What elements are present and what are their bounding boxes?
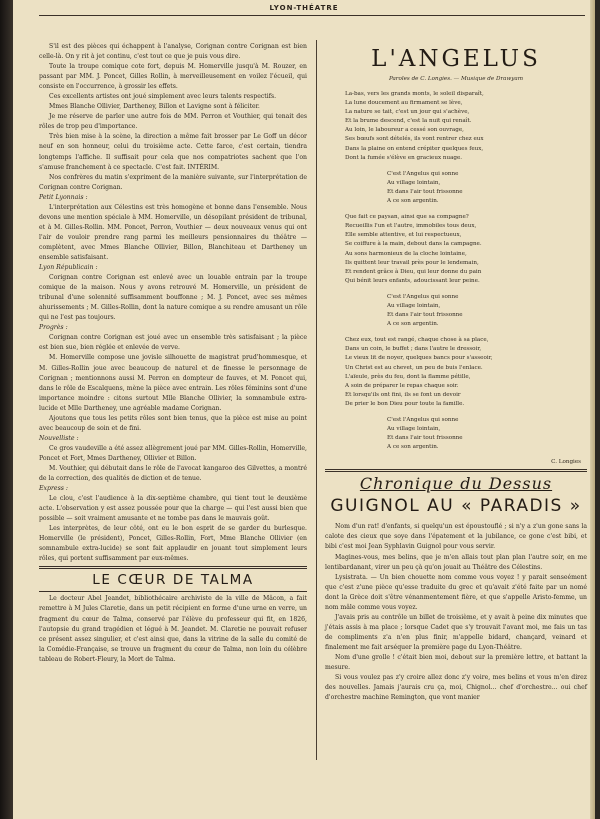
paragraph: Très bien mise à la scène, la direction a même fait brosser par Le Goff un décor neuf en son honneur, celui du troisième acte. Cette farce, c'est certain, tiendra longtemps l'affiche. Il suffisait pour cela que nos compatriotes sachent que l'on s'amuse franchement à ce spectacle. C'est fait. INTÉRIM.	[39, 133, 307, 171]
verse-stanza	[345, 90, 587, 163]
paragraph: Toute la troupe comique cote fort, depuis M. Homerville jusqu'à M. Rouzer, en passant par MM. J. Poncet, Gilles Rollin, à merveilleusement en voilez l'écueil, qui consiste en l'occurrence, à grossir les effets.	[39, 63, 307, 91]
poem-line: Et la brume descend, c'est la nuit qui renaît.	[345, 118, 472, 125]
header-rule	[39, 15, 585, 16]
poem-line: Et dans l'air tout frissonne	[387, 312, 463, 319]
poem-line: A ce son argentin.	[387, 321, 439, 328]
poem-line: Qui bénit leurs enfants, adoucissant leur peine.	[345, 277, 480, 284]
paragraph: Magines-vous, mes belins, que je m'en allais tout plan plan l'autre soir, en me lentibardanant, virer un peu çà qu'on jouait au Théâtre des Célestins.	[325, 553, 587, 571]
page-edge	[590, 0, 595, 819]
column-divider	[316, 40, 317, 760]
poem-line: Chez eux, tout est rangé, chaque chose à sa place,	[345, 337, 489, 344]
poem-line: Au sons harmonieux de la cloche lointaine,	[345, 250, 467, 257]
paragraph: Ces excellents artistes ont joué simplement avec leurs talents respectifs.	[49, 93, 277, 101]
poem-line: Au village lointain,	[387, 302, 441, 309]
poem-line: Au village lointain,	[387, 426, 441, 433]
poem-line: A ce son argentin.	[387, 198, 439, 205]
refrain-stanza	[387, 293, 587, 329]
poem-line: De prier le bon Dieu pour toute la famille.	[345, 400, 465, 407]
binding-spine	[0, 0, 13, 819]
paragraph: Nos confrères du matin s'expriment de la manière suivante, sur l'interprétation de Corignan contre Corignan.	[39, 173, 307, 191]
verse-stanza	[345, 213, 587, 286]
running-head: LYON-THÉATRE	[269, 4, 339, 12]
talma-paragraph: Le docteur Abel Jeandet, bibliothécaire archiviste de la ville de Mâcon, a fait remettre à M Jules Claretie, dans un petit récipient en forme d'une urne en verre, un fragment du cœur de Talma, conservé par l'élève du professeur qui fit, en 1826, l'autopsie du grand tragédien et légué à M. Jeandet. M. Claretie ne pouvait refuser ce présent assez singulier, et c'est ainsi que, dans la vitrine de la salle du comité de la Comédie-Française, se trouve un fragment du cœur de Talma, non loin du célèbre tableau de Robert-Fleury, la Mort de Talma.	[39, 595, 307, 663]
paragraph: J'avais pris au contrôle un billet de troisième, et y avait à peine dix minutes que j'étais assis à ma place ; lorsque Cadet que s'y trouvait l'avant moi, me fais un tas de compliments z'a n'en plus finir, m'appelle bidard, chançard, veinard et finalement me fait arséquer la première page du Lyon-Théâtre.	[325, 613, 587, 651]
poem-line: Un Christ est au chevet, un peu de buis l'enlace.	[345, 364, 483, 371]
poem-line: Ils quittent leur travail près pour le lendemain,	[345, 259, 479, 266]
paragraph: Lysistrata. — Un bien chouette nom comme vous voyez ! y parait senseément que c'est z'une pièce qu'esse traduite du grec et qu'avait z'été faite par un nomé dont la Grèce doit s'être vénanmentement fière, et que s'appelle Aristo-femme, un nom mâle comme vous voyez.	[325, 573, 587, 611]
paragraph: S'il est des pièces qui échappent à l'analyse, Corignan contre Corignan est bien celle-là. On y rit à jet continu, c'est tout ce que je puis vous dire.	[39, 43, 307, 61]
paragraph: M. Homerville compose une jovisle silhouette de magistrat prud'hommesque, et M. Gilles-Rollin joue avec beaucoup de naturel et de finesse le personnage de Corignan ; mentionnons aussi M. Perron en dompteur de fauves, et M. Poncet qui, dans le rôle de Escalquens, mène la pièce avec entrain. Les rôles féminins sont d'une importance moindre : citons surtout Mlle Blanche Ollivier, la somnambule extra-lucide et Mlle Dartheney, une agréable madame Corignan.	[39, 354, 307, 412]
angelus-poem	[325, 90, 587, 452]
poem-line: La-bas, vers les grands monts, le soleil disparaît,	[345, 91, 484, 97]
poem-line: Dont la fumée s'élève en gracieux nuage.	[345, 154, 463, 161]
poem-line: Recueillis l'un et l'autre, immobiles tous deux,	[345, 223, 477, 230]
paragraph: Mmes Blanche Ollivier, Dartheney, Billon et Lavigne sont à féliciter.	[49, 103, 260, 111]
poem-line: Dans la plaine on entend crépiter quelques feux,	[345, 145, 484, 152]
paragraph: M. Vouthier, qui débutait dans le rôle de l'avocat kangaroo des Gilvettes, a montré de la correction, des qualités de diction et de tenue.	[39, 464, 307, 483]
poem-line: Elle semble attentive, et lui respectueux,	[345, 232, 462, 239]
newspaper-page	[13, 0, 595, 819]
left-column	[39, 42, 307, 665]
poem-line: A ce son argentin.	[387, 444, 439, 451]
poem-line: Dans un coin, le buffet ; dans l'autre le dressoir,	[345, 346, 482, 353]
source-heading: Progrès :	[39, 324, 68, 332]
chronique-title: Chronique du Dessus	[359, 474, 553, 494]
source-heading: Express :	[39, 485, 68, 493]
paragraph: Corignan contre Corignan est enlevé avec un louable entrain par la troupe comique de la maison. Nous y avons retrouvé M. Homerville, un président de tribunal d'une solennité suffisamment bouffonne ; M. J. Poncet, avec ses mêmes ahurissements ; M. Gilles-Rollin, dont la nature comique a su rendre amusant un rôle qui ne l'est pas toujours.	[39, 274, 307, 322]
verse-stanza	[345, 336, 587, 409]
poem-line: Que fait ce paysan, ainsi que sa compagne?	[345, 214, 469, 221]
paragraph: Nom d'un rat! d'enfants, si quelqu'un est époustouflé ; si n'y a z'un gone sans la calote des cieux que soye dans l'épatement et la jubilance, ce gone c'est bibi, et bibi c'est moi Jean Syphlavin Guignol pour vous servir.	[325, 523, 587, 551]
source-heading: Petit Lyonnais :	[39, 193, 88, 201]
poem-line: L'aïeule, près du feu, dont la flamme pétille,	[345, 373, 471, 380]
poem-line: C'est l'Angelus qui sonne	[387, 417, 459, 423]
poem-line: Ses bœufs sont dételés, ils vont rentrer chez eux	[345, 136, 484, 143]
talma-title: LE CŒUR DE TALMA	[92, 572, 254, 589]
poem-signature: C. Longies	[551, 459, 581, 466]
poem-line: Au loin, le laboureur a cessé son ouvrage,	[345, 127, 464, 134]
poem-line: La nature se tait, c'est un jour qui s'achève,	[345, 109, 470, 116]
paragraph: Ce gros vaudeville a été assez allègrement joué par MM. Gilles-Rollin, Homerville, Poncet et Fort, Mmes Dartheney, Ollivier et Billon.	[39, 444, 307, 462]
guignol-article	[325, 522, 587, 703]
right-column	[325, 42, 587, 703]
title-rule	[39, 591, 307, 592]
section-divider	[325, 469, 587, 472]
angelus-title: L'ANGELUS	[371, 46, 541, 72]
paragraph: Si vous voulez pas z'y croire allez donc z'y voire, mes belins et vous m'en direz des nouvelles. Jamais j'aurais cru ça, moi, Chignol... chef d'orchestre... oui chef d'orchestre machine Remington, que vont manier	[325, 674, 587, 702]
guignol-title: GUIGNOL AU « PARADIS »	[330, 496, 582, 517]
poem-line: Et rendent grâce à Dieu, qui leur donne du pain	[345, 268, 482, 275]
paragraph: Ajoutons que tous les petits rôles sont bien tenus, que la pièce est mise au point avec beaucoup de soin et de fini.	[39, 414, 307, 432]
paragraph: Le clou, c'est l'audience à la dix-septième chambre, qui tient tout le deuxième acte. L'observation y est assez poussée pour que la charge — qui l'est aussi bien que possible — soit vraiment amusante et ne tombe pas dans le mauvais goût.	[39, 495, 307, 523]
paragraph: Les interprètes, de leur côté, ont eu le bon esprit de se garder du burlesque. Homerville (le président), Poncet, Gilles-Rollin, Fort, Mme Blanche Ollivier (en somnambule extra-lucide) se sont fait applaudir en jouant tout simplement leurs rôles, qui portent suffisamment par eux-mêmes.	[39, 525, 307, 563]
poem-line: C'est l'Angelus qui sonne	[387, 293, 459, 300]
left-article	[39, 42, 307, 564]
source-heading: Nouvelliste :	[39, 434, 79, 442]
poem-line: Se coiffure à la main, debout dans la campagne.	[345, 241, 482, 248]
poem-line: Et dans l'air tout frissonne	[387, 188, 463, 195]
angelus-credit: Paroles de C. Longies. — Musique de Drawyam	[388, 76, 524, 82]
refrain-stanza	[387, 416, 587, 452]
paragraph: Je me réserve de parler une autre fois de MM. Perron et Vouthier, qui tenait des rôles de trop peu d'importance.	[39, 113, 307, 131]
poem-line: Et lorsqu'ils ont fini, ils se font un devoir	[345, 391, 461, 398]
poem-line: Et dans l'air tout frissonne	[387, 435, 463, 442]
poem-line: Le vieux lit de noyer, quelques bancs pour s'asseoir,	[345, 355, 493, 362]
poem-line: A soin de préparer le repas chaque soir.	[345, 382, 459, 389]
paragraph: Corignan contre Corignan est joué avec un ensemble très satisfaisant ; la pièce est bien sue, bien réglée et enlevée de verve.	[39, 334, 307, 352]
paragraph: L'interprétation aux Célestins est très homogène et bonne dans l'ensemble. Nous devons une mention spéciale à MM. Homerville, un désopilant président de tribunal, et à M. Gilles-Rollin. MM. Poncet, Perron, Vouthier — deux nouveaux venus qui ont l'air de vouloir prendre rang parmi les meilleurs pensionnaires du théâtre — complètent, avec Mmes Blanche Ollivier, Billon, Blanchiteau et Dartheney un ensemble satisfaisant.	[39, 203, 307, 261]
paragraph: Nom d'une grolle ! c'était bien moi, debout sur la première lettre, et battant la mesure.	[325, 653, 587, 672]
refrain-stanza	[387, 170, 587, 206]
poem-line: C'est l'Angelus qui sonne	[387, 170, 459, 177]
section-divider	[39, 566, 307, 569]
poem-line: Au village lointain,	[387, 179, 441, 186]
source-heading: Lyon Républicain :	[39, 264, 98, 272]
poem-line: La lune doucement au firmament se lève,	[345, 100, 463, 107]
